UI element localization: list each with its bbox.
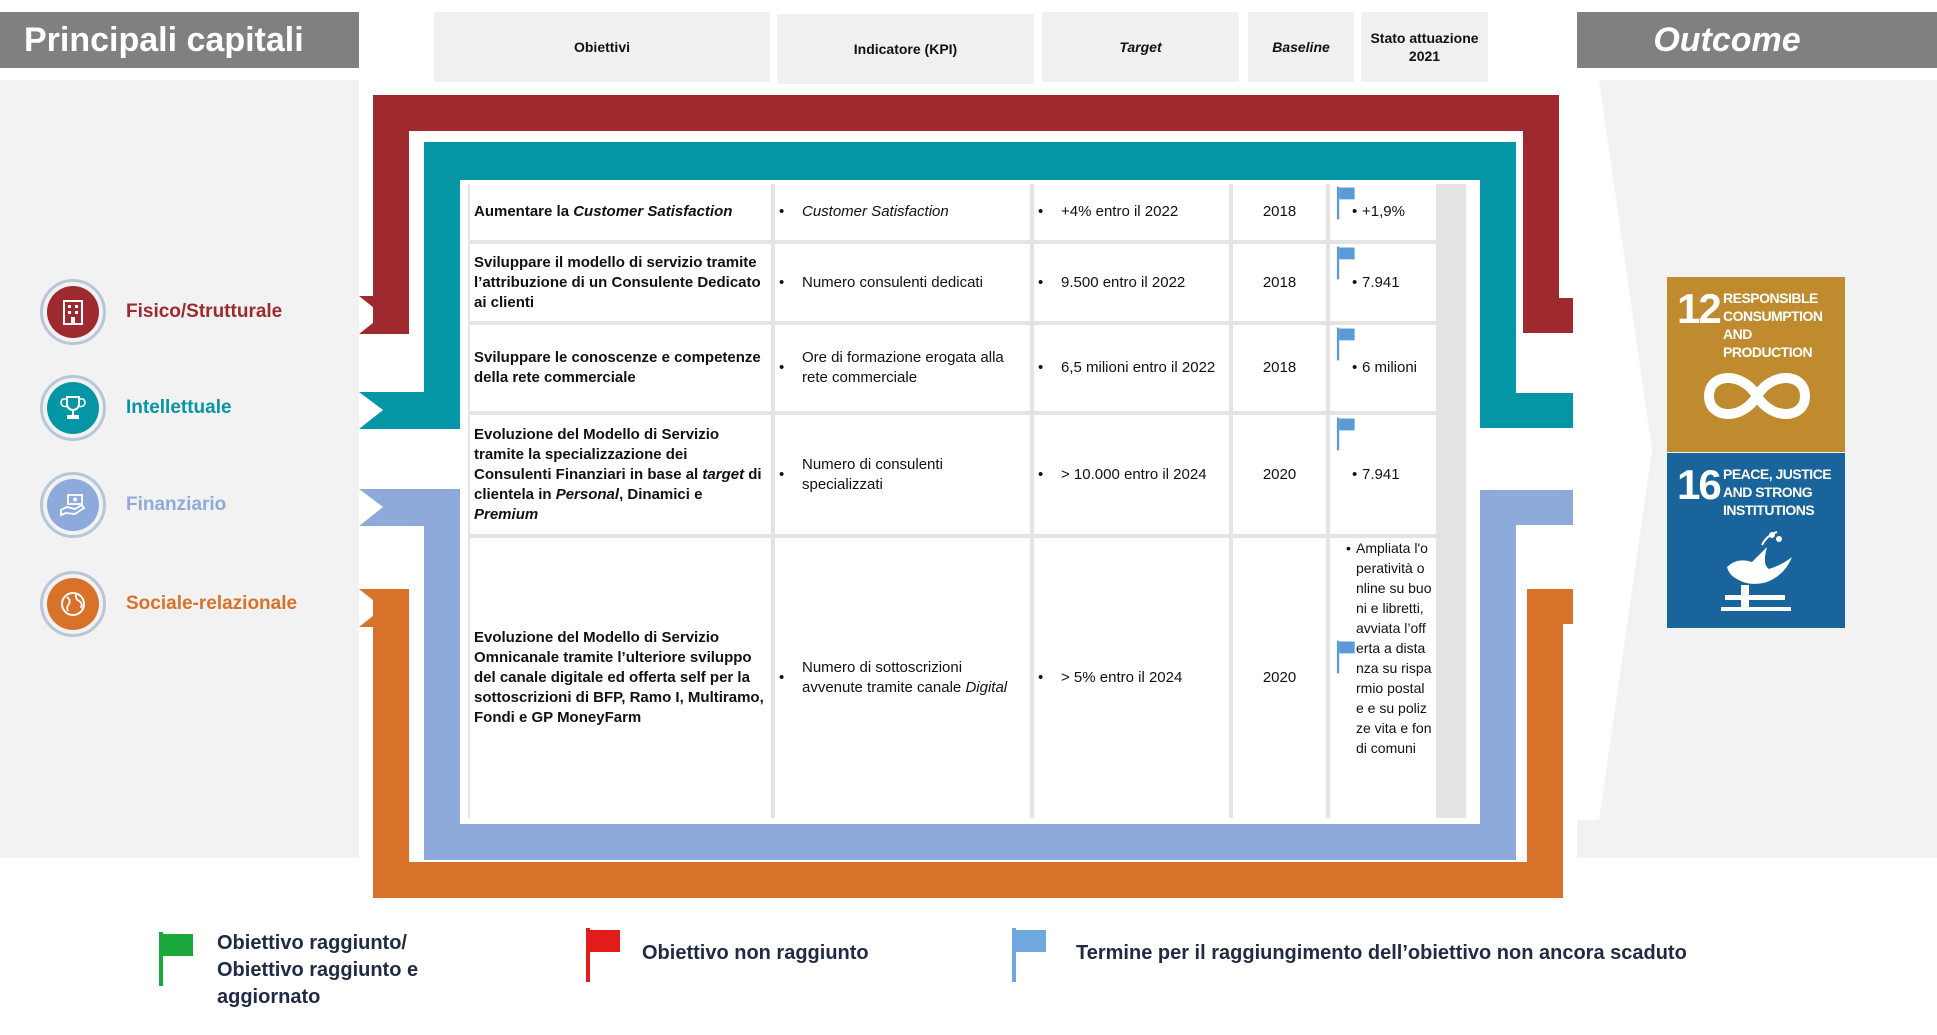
outcome-header-title: Outcome xyxy=(1653,20,1801,59)
green-flag-icon xyxy=(155,930,199,986)
trophy-icon xyxy=(58,393,88,423)
frame-orange-right-tab xyxy=(1527,589,1573,624)
target-text: > 5% entro il 2024 xyxy=(1061,669,1183,686)
text-fragment: Sviluppare le conoscenze e competenze della rete commerciale xyxy=(474,349,761,386)
frame-blue-left xyxy=(424,490,460,860)
objective-cell xyxy=(470,184,771,240)
text-fragment: , Dinamici e xyxy=(619,485,703,503)
text-fragment: Numero di consulenti specializzati xyxy=(802,455,943,493)
capital-fisico-label: Fisico/Strutturale xyxy=(126,301,283,322)
sdg-12-number: 12 xyxy=(1677,285,1720,332)
outcome-arrow xyxy=(1577,80,1657,858)
capital-fisico-badge xyxy=(40,279,106,345)
target-text: > 10.000 entro il 2024 xyxy=(1061,465,1207,483)
status-text: +1,9% xyxy=(1362,203,1405,220)
bullet: • xyxy=(1038,359,1044,376)
frame-orange-bottom xyxy=(373,862,1562,898)
frame-blue-right-tab xyxy=(1480,490,1573,525)
bullet: • xyxy=(1038,465,1044,483)
status-text: 6 milioni xyxy=(1362,359,1418,376)
baseline-text: 2020 xyxy=(1262,669,1297,686)
objective-text xyxy=(474,202,732,222)
blue-flag-icon xyxy=(1336,327,1356,361)
frame-blue-arrow xyxy=(359,489,460,526)
status-text: 7.941 xyxy=(1362,273,1400,291)
text-fragment: Customer Satisfaction xyxy=(802,203,949,220)
left-panel xyxy=(0,80,359,858)
capitals-header-title: Principali capitali xyxy=(24,20,304,59)
col-header-objectives-label: Obiettivi xyxy=(573,39,630,55)
col-header-status xyxy=(1361,12,1488,82)
status-cell xyxy=(1330,184,1436,240)
kpi-cell xyxy=(775,325,1030,411)
bullet: • xyxy=(779,203,785,220)
kpi-cell xyxy=(775,538,1030,818)
table-row xyxy=(470,415,1466,534)
objective-text xyxy=(474,425,767,525)
capital-intellettuale xyxy=(40,375,232,441)
blue-flag-icon xyxy=(1008,926,1052,982)
frame-red-arrow xyxy=(359,296,409,334)
table-row xyxy=(470,244,1466,321)
dove-gavel-icon xyxy=(1707,527,1807,617)
objective-cell xyxy=(470,244,771,321)
capital-finanziario-badge xyxy=(40,472,106,538)
sdg-16-tile xyxy=(1667,453,1845,628)
bullet: • xyxy=(1352,273,1358,291)
col-header-objectives xyxy=(434,12,770,82)
objective-text xyxy=(474,253,767,313)
sdg-12-tile xyxy=(1667,277,1845,452)
capital-fisico xyxy=(40,279,282,345)
frame-blue-bottom xyxy=(424,824,1516,860)
red-flag-icon xyxy=(582,926,626,982)
legend-pending xyxy=(1008,926,1687,982)
col-header-baseline xyxy=(1248,12,1354,82)
status-cell xyxy=(1330,415,1436,534)
bullet: • xyxy=(779,465,785,483)
bullet: • xyxy=(779,359,785,376)
kpi-cell xyxy=(775,244,1030,321)
sdg-12-title: RESPONSIBLE CONSUMPTION AND PRODUCTION xyxy=(1723,290,1823,360)
baseline-text: 2018 xyxy=(1262,273,1297,291)
capital-sociale-badge xyxy=(40,571,106,637)
blue-flag-icon xyxy=(1336,640,1356,674)
text-fragment: Evoluzione del Modello di Servizio Omnicanale tramite l’ulteriore sviluppo del canale digitale ed offerta self per la sottoscrizioni di BFP, Ramo I, Multiramo, Fondi e GP MoneyFarm xyxy=(474,629,764,726)
bullet: • xyxy=(1346,540,1351,556)
objective-cell xyxy=(470,538,771,818)
baseline-cell xyxy=(1233,325,1326,411)
infinity-icon xyxy=(1697,361,1817,431)
bullet: • xyxy=(1038,273,1044,291)
frame-teal-top xyxy=(424,142,1516,180)
table-row xyxy=(470,184,1466,240)
frame-teal-right-tab xyxy=(1480,393,1573,428)
baseline-cell xyxy=(1233,244,1326,321)
col-header-baseline-label: Baseline xyxy=(1272,39,1330,55)
outcome-header xyxy=(1577,12,1937,68)
col-header-kpi-label: Indicatore (KPI) xyxy=(853,41,958,57)
baseline-cell xyxy=(1233,538,1326,818)
objective-text xyxy=(474,348,767,388)
frame-orange-left xyxy=(373,589,409,898)
status-cell xyxy=(1330,244,1436,321)
baseline-text: 2018 xyxy=(1262,203,1297,220)
capital-intellettuale-label: Intellettuale xyxy=(126,397,232,418)
capital-sociale xyxy=(40,571,297,637)
col-header-target xyxy=(1042,12,1239,82)
text-fragment: Evoluzione del Modello di Servizio tramite la specializzazione dei Consulenti Finanziari in base al xyxy=(474,425,720,483)
col-header-target-label: Target xyxy=(1119,39,1162,55)
table-row xyxy=(470,538,1466,818)
frame-teal-left xyxy=(424,142,460,428)
bullet: • xyxy=(1038,669,1044,686)
target-text: 6,5 milioni entro il 2022 xyxy=(1061,359,1216,376)
frame-blue-right xyxy=(1480,490,1516,860)
kpi-text xyxy=(802,273,983,293)
building-icon xyxy=(58,297,88,327)
sdg-16-number: 16 xyxy=(1677,461,1720,508)
bullet: • xyxy=(779,669,785,686)
objective-cell xyxy=(470,415,771,534)
target-cell xyxy=(1034,538,1229,818)
col-header-status-label: Stato attuazione 2021 xyxy=(1370,30,1479,64)
objective-text xyxy=(474,628,767,728)
bullet: • xyxy=(1352,465,1358,483)
text-fragment: Numero di sottoscrizioni avvenute tramite canale xyxy=(802,659,966,696)
status-cell xyxy=(1330,538,1436,818)
text-fragment: Aumentare la xyxy=(474,203,574,220)
kpi-text xyxy=(802,455,1026,495)
blue-flag-icon xyxy=(1336,417,1356,451)
target-cell xyxy=(1034,415,1229,534)
target-cell xyxy=(1034,244,1229,321)
kpi-text xyxy=(802,202,949,222)
target-cell xyxy=(1034,325,1229,411)
legend-achieved xyxy=(155,930,462,1011)
status-cell xyxy=(1330,325,1436,411)
col-header-kpi xyxy=(777,14,1034,84)
frame-orange-arrow xyxy=(359,589,409,627)
capital-finanziario-label: Finanziario xyxy=(126,494,227,515)
capitals-header xyxy=(0,12,359,68)
frame-orange-right xyxy=(1527,589,1563,898)
table-row xyxy=(470,325,1466,411)
bullet: • xyxy=(1038,203,1044,220)
baseline-cell xyxy=(1233,415,1326,534)
frame-red-right-tab xyxy=(1523,298,1573,333)
baseline-text: 2018 xyxy=(1262,359,1297,376)
text-fragment: Ore di formazione erogata alla rete commerciale xyxy=(802,349,1004,386)
capital-sociale-label: Sociale-relazionale xyxy=(126,593,298,614)
kpi-cell xyxy=(775,415,1030,534)
text-fragment: Sviluppare il modello di servizio tramite l’attribuzione di un Consulente Dedicato ai clienti xyxy=(474,253,761,311)
bullet: • xyxy=(779,273,785,291)
status-text: 7.941 xyxy=(1362,465,1400,483)
text-fragment: di clientela in xyxy=(474,465,762,503)
legend-achieved-label: Obiettivo raggiunto/ Obiettivo raggiunto e aggiornato xyxy=(217,932,419,1008)
frame-teal-right xyxy=(1480,142,1516,428)
target-text: +4% entro il 2022 xyxy=(1061,203,1179,220)
capital-finanziario xyxy=(40,472,226,538)
text-fragment: Customer Satisfaction xyxy=(573,203,733,220)
text-fragment: target xyxy=(702,465,745,483)
legend-pending-label: Termine per il raggiungimento dell’obiettivo non ancora scaduto xyxy=(1076,942,1687,964)
bullet: • xyxy=(1352,359,1358,376)
money-hand-icon xyxy=(58,490,88,520)
sdg-16-title: PEACE, JUSTICE AND STRONG INSTITUTIONS xyxy=(1723,466,1832,518)
text-fragment: Digital xyxy=(965,679,1008,696)
globe-icon xyxy=(58,589,88,619)
kpi-cell xyxy=(775,184,1030,240)
target-cell xyxy=(1034,184,1229,240)
text-fragment: Numero consulenti dedicati xyxy=(802,273,983,291)
baseline-cell xyxy=(1233,184,1326,240)
text-fragment: Premium xyxy=(474,505,539,523)
frame-teal-arrow xyxy=(359,392,460,429)
text-fragment: Personal xyxy=(555,485,620,503)
legend-not-achieved xyxy=(582,926,869,982)
capital-intellettuale-badge xyxy=(40,375,106,441)
bullet: • xyxy=(1352,203,1358,220)
baseline-text: 2020 xyxy=(1262,465,1297,483)
frame-red-top xyxy=(373,95,1559,131)
objective-cell xyxy=(470,325,771,411)
status-text: Ampliata l'operatività online su buoni e libretti, avviata l’offerta a distanza su risparmio postale e su polizze vita e fondi comuni xyxy=(1356,540,1432,756)
kpi-text xyxy=(802,658,1026,698)
kpi-text xyxy=(802,348,1026,388)
target-text: 9.500 entro il 2022 xyxy=(1061,273,1186,291)
legend-not-achieved-label: Obiettivo non raggiunto xyxy=(642,942,869,964)
